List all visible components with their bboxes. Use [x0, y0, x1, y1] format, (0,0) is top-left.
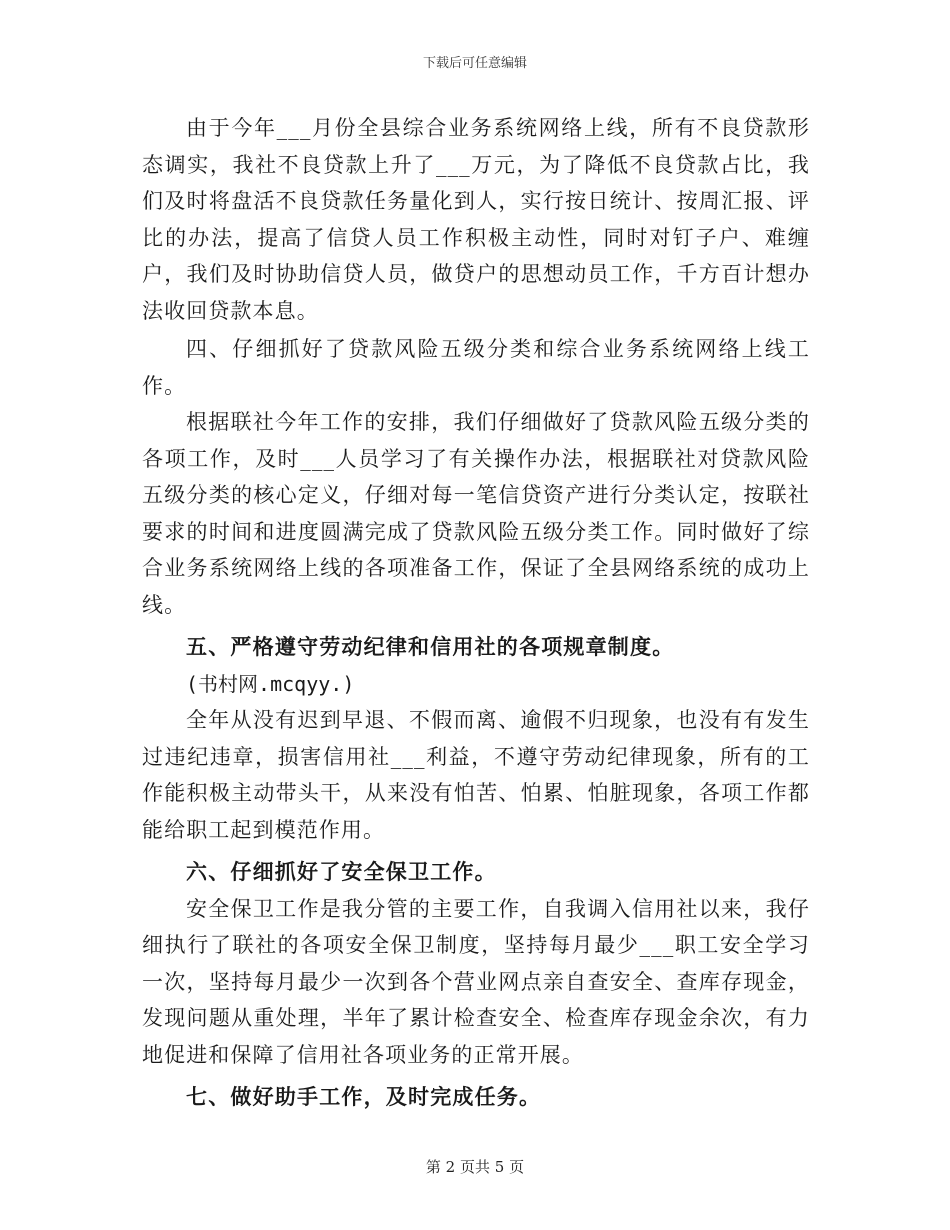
paragraph-loan-recovery: 由于今年___月份全县综合业务系统网络上线，所有不良贷款形态调实，我社不良贷款上升了___万元，为了降低不良贷款占比，我们及时将盘活不良贷款任务量化到人，实行按日统计、按周汇报、评比的办法，提高了信贷人员工作积极主动性，同时对钉子户、难缠户，我们及时协助信贷人员，做贷户的思想动员工作，千方百计想办法收回贷款本息。: [142, 116, 810, 323]
page-footer: 第 2 页共 5 页: [425, 1158, 525, 1176]
source-note: (书村网.mcqyy.): [186, 671, 355, 696]
page-header: 下载后可任意编辑: [422, 56, 527, 71]
paragraph-security: 安全保卫工作是我分管的主要工作，自我调入信用社以来，我仔细执行了联社的各项安全保卫制度，坚持每月最少___职工安全学习一次，坚持每月最少一次到各个营业网点亲自查安全、查库存现金，发现问题从重处理，半年了累计检查安全、检查库存现金余次，有力地促进和保障了信用社各项业务的正常开展。: [142, 896, 810, 1067]
paragraph-discipline: 全年从没有迟到早退、不假而离、逾假不归现象，也没有有发生过违纪违章，损害信用社___利益，不遵守劳动纪律现象，所有的工作能积极主动带头干，从来没有怕苦、怕累、怕脏现象，各项工作都能给职工起到模范作用。: [142, 708, 810, 842]
section-six-heading: 六、仔细抓好了安全保卫工作。: [186, 860, 497, 884]
section-five-heading: 五、严格遵守劳动纪律和信用社的各项规章制度。: [186, 635, 675, 659]
paragraph-risk-classification: 根据联社今年工作的安排，我们仔细做好了贷款风险五级分类的各项工作，及时___人员学习了有关操作办法，根据联社对贷款风险五级分类的核心定义，仔细对每一笔信贷资产进行分类认定，按联社要求的时间和进度圆满完成了贷款风险五级分类工作。同时做好了综合业务系统网络上线的各项准备工作，保证了全县网络系统的成功上线。: [142, 410, 810, 617]
document-body: [142, 110, 810, 1116]
section-four-title: 四、仔细抓好了贷款风险五级分类和综合业务系统网络上线工作。: [142, 337, 810, 398]
section-seven-heading: 七、做好助手工作，及时完成任务。: [186, 1085, 542, 1109]
